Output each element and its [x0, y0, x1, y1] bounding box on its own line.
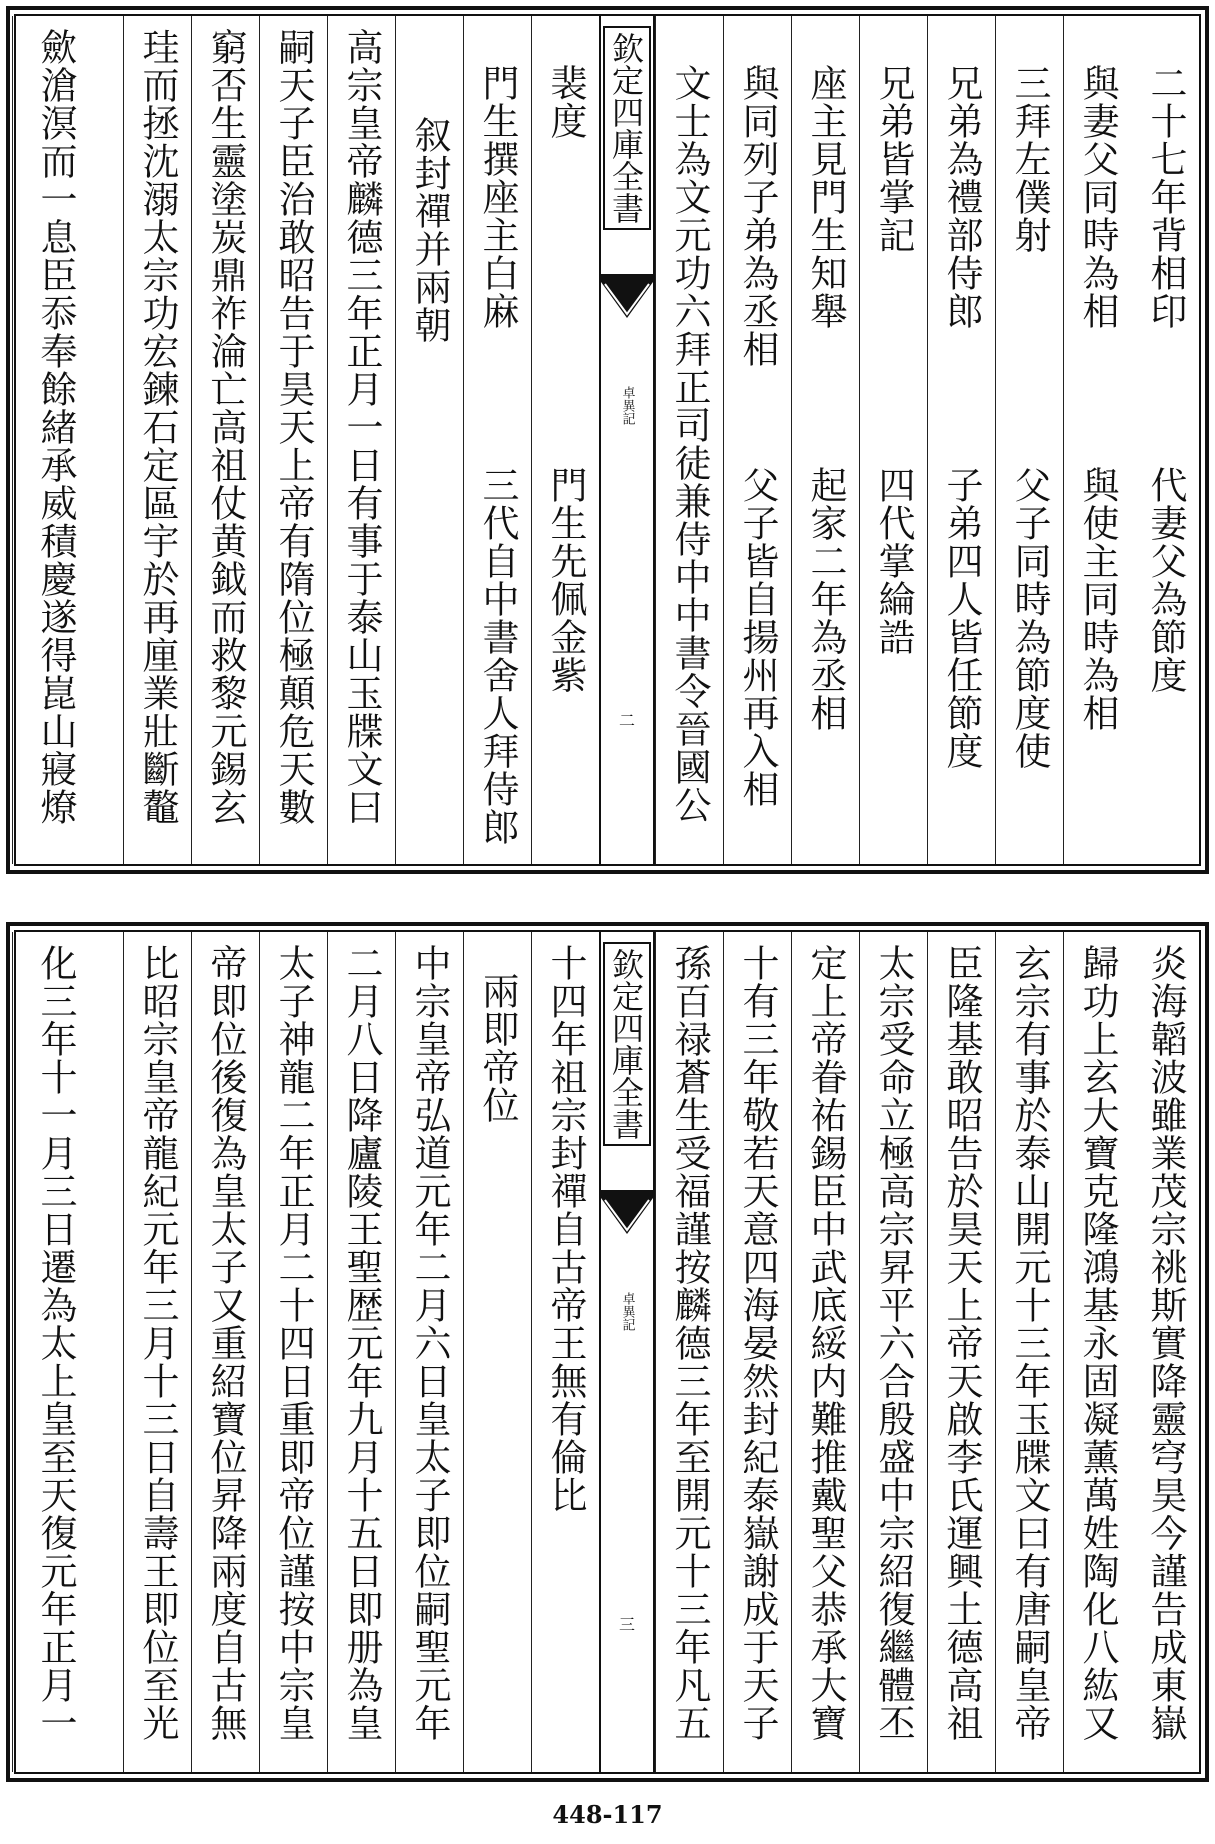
column-text-full: 帝即位後復為皇太子又重紹寶位昇降兩度自古無 — [204, 944, 247, 1742]
column-text-lower: 與使主同時為相 — [1076, 466, 1119, 732]
text-column — [259, 932, 327, 1772]
column-text-full: 臣隆基敢昭告於昊天上帝天啟李氏運興土德高祖 — [940, 944, 983, 1742]
text-column — [12, 932, 123, 1772]
text-column — [655, 932, 723, 1772]
column-text-upper: 門生撰座主白麻 — [476, 64, 519, 330]
text-column — [723, 932, 791, 1772]
column-text-upper: 裴度 — [544, 64, 587, 140]
fish-tail-mark-icon — [601, 274, 653, 322]
text-column — [12, 16, 123, 864]
text-column — [531, 932, 599, 1772]
center-gutter — [599, 932, 655, 1772]
text-column — [1063, 932, 1131, 1772]
text-column — [859, 932, 927, 1772]
text-column — [463, 932, 531, 1772]
column-text-lower: 起家二年為丞相 — [804, 466, 847, 732]
page-2-frame — [14, 930, 1201, 1774]
column-text-full: 炎海韜波雖業茂宗祧斯實降靈穹昊今謹告成東嶽 — [1144, 944, 1187, 1742]
column-text-lower: 父子皆自揚州再入相 — [736, 466, 779, 808]
column-text-upper: 座主見門生知舉 — [804, 64, 847, 330]
text-column — [123, 16, 191, 864]
column-text-upper: 與妻父同時為相 — [1076, 64, 1119, 330]
text-column — [859, 16, 927, 864]
column-text-full: 化三年十一月三日遷為太上皇至天復元年正月一 — [34, 944, 77, 1742]
fish-tail-mark-icon — [601, 1190, 653, 1238]
text-column — [123, 932, 191, 1772]
column-text-full: 孫百禄蒼生受福謹按麟德三年至開元十三年凡五 — [668, 944, 711, 1742]
text-column — [191, 932, 259, 1772]
column-text-upper: 叙封禪并兩朝 — [408, 116, 451, 344]
document-page-1 — [6, 6, 1209, 874]
column-text-full: 玄宗有事於泰山開元十三年玉牒文曰有唐嗣皇帝 — [1008, 944, 1051, 1742]
column-text-upper: 兄弟為禮部侍郎 — [940, 64, 983, 330]
column-text-full: 太宗受命立極高宗昇平六合殷盛中宗紹復繼體丕 — [872, 944, 915, 1742]
text-column — [927, 16, 995, 864]
column-text-lower: 三代自中書舍人拜侍郎 — [476, 466, 519, 846]
text-column — [327, 16, 395, 864]
text-column — [1063, 16, 1131, 864]
column-text-lower: 四代掌綸誥 — [872, 466, 915, 656]
column-text-full: 高宗皇帝麟德三年正月一日有事于泰山玉牒文曰 — [340, 28, 383, 826]
column-text-upper: 兩即帝位 — [476, 972, 519, 1124]
text-column — [791, 932, 859, 1772]
document-page-2 — [6, 922, 1209, 1782]
footer-page-code: 448-117 — [552, 1800, 663, 1829]
book-title: 欽定四庫全書 — [603, 942, 651, 1146]
text-column — [791, 16, 859, 864]
column-text-upper: 與同列子弟為丞相 — [736, 64, 779, 368]
column-text-lower: 父子同時為節度使 — [1008, 466, 1051, 770]
column-text-full: 珪而拯沈溺太宗功宏鍊石定區宇於再㢆業壯斷鼇 — [136, 28, 179, 826]
text-column — [191, 16, 259, 864]
page-1-frame — [14, 14, 1201, 866]
text-column — [463, 16, 531, 864]
text-column — [723, 16, 791, 864]
column-text-full: 定上帝眷祐錫臣中武底綏内難推戴聖父恭承大寶 — [804, 944, 847, 1742]
text-column — [395, 932, 463, 1772]
text-column — [327, 932, 395, 1772]
page-number: 三 — [618, 1615, 636, 1634]
center-gutter — [599, 16, 655, 864]
column-text-full: 二月八日降廬陵王聖歴元年九月十五日即册為皇 — [340, 944, 383, 1742]
text-column — [395, 16, 463, 864]
text-column — [531, 16, 599, 864]
column-text-full: 窮否生靈塗炭鼎祚淪亡高祖仗黄鉞而救黎元錫玄 — [204, 28, 247, 826]
column-text-lower: 子弟四人皆任節度 — [940, 466, 983, 770]
column-text-full: 太子神龍二年正月二十四日重即帝位謹按中宗皇 — [272, 944, 315, 1742]
column-text-lower: 代妻父為節度 — [1144, 466, 1187, 694]
column-text-full: 嗣天子臣治敢昭告于昊天上帝有隋位極顛危天數 — [272, 28, 315, 826]
column-text-upper: 三拜左僕射 — [1008, 64, 1051, 254]
column-text-full: 十四年祖宗封禪自古帝王無有倫比 — [544, 944, 587, 1514]
section-title: 卓異記 — [619, 1292, 635, 1331]
column-text-full: 十有三年敬若天意四海晏然封紀泰嶽謝成于天子 — [736, 944, 779, 1742]
section-title: 卓異記 — [619, 386, 635, 425]
column-text-full: 中宗皇帝弘道元年二月六日皇太子即位嗣聖元年 — [408, 944, 451, 1742]
page-number: 二 — [618, 711, 636, 730]
column-text-upper: 二十七年背相印 — [1144, 64, 1187, 330]
book-title: 欽定四庫全書 — [603, 26, 651, 230]
column-text-upper: 兄弟皆掌記 — [872, 64, 915, 254]
text-column — [927, 932, 995, 1772]
column-text-full: 歛滄溟而一息臣忝奉餘緒承威積慶遂得崑山寢燎 — [34, 28, 77, 826]
column-text-full: 比昭宗皇帝龍紀元年三月十三日自壽王即位至光 — [136, 944, 179, 1742]
text-column — [655, 16, 723, 864]
text-column — [1131, 932, 1199, 1772]
text-column — [995, 932, 1063, 1772]
text-column — [995, 16, 1063, 864]
text-column — [1131, 16, 1199, 864]
column-text-lower: 門生先佩金紫 — [544, 466, 587, 694]
column-text-full: 歸功上玄大寶克隆鴻基永固凝薰萬姓陶化八紘又 — [1076, 944, 1119, 1742]
column-text-full: 文士為文元功六拜正司徒兼侍中中書令晉國公 — [668, 64, 711, 824]
text-column — [259, 16, 327, 864]
